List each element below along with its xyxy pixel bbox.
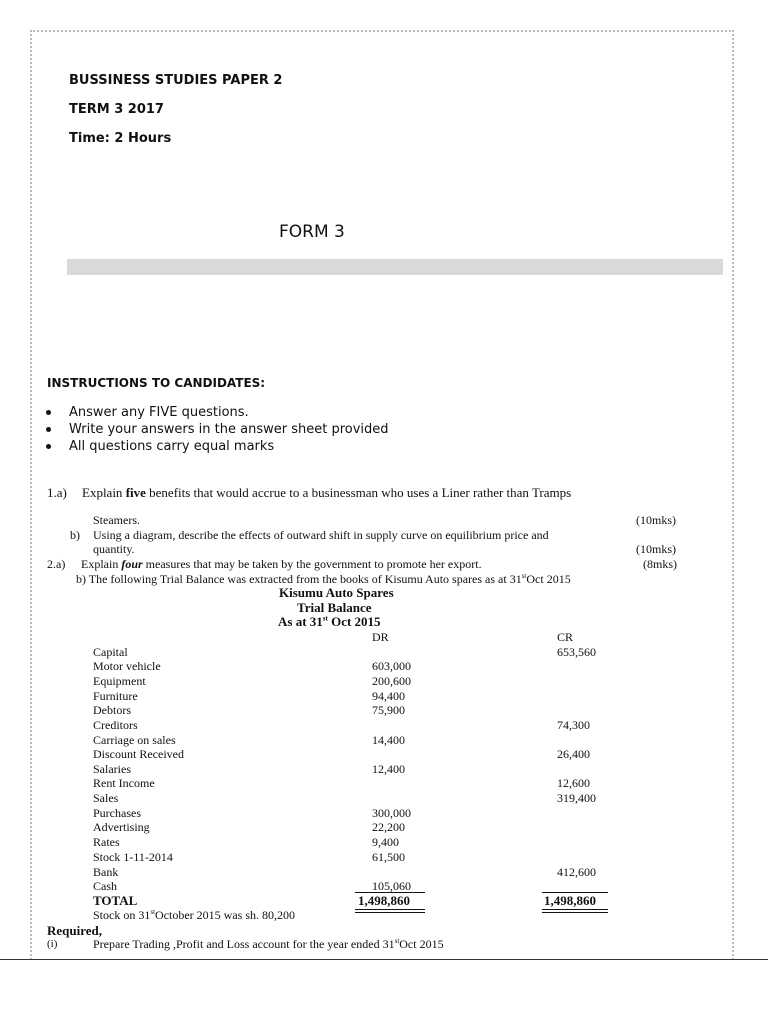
- tb-dr: 22,200: [372, 820, 405, 834]
- tb-account: Rent Income: [93, 776, 155, 790]
- q1a-marks: (10mks): [636, 513, 676, 527]
- q1b-number: b): [70, 528, 80, 542]
- required-number: (i): [47, 938, 58, 950]
- tb-cr: 412,600: [557, 865, 596, 879]
- tb-cr: 26,400: [557, 747, 590, 761]
- tb-account: Equipment: [93, 674, 146, 688]
- required-task: Prepare Trading ,Profit and Loss account for the year ended 31stOct 2015: [93, 937, 444, 951]
- tb-account: Advertising: [93, 820, 150, 834]
- tb-account: Capital: [93, 645, 128, 659]
- tb-dr: 300,000: [372, 806, 411, 820]
- q1a-text: Explain five benefits that would accrue to a businessman who uses a Liner rather than Tramps: [82, 485, 572, 500]
- q2a-number: 2.a): [47, 557, 66, 571]
- instruction-item: All questions carry equal marks: [69, 439, 275, 454]
- cr-header: CR: [557, 630, 574, 644]
- tb-account: Rates: [93, 835, 120, 849]
- total-dr: 1,498,860: [358, 893, 410, 908]
- tb-account: Motor vehicle: [93, 659, 161, 673]
- paper-title: BUSSINESS STUDIES PAPER 2: [69, 73, 283, 88]
- tb-cr: 653,560: [557, 645, 596, 659]
- instruction-item: Answer any FIVE questions.: [69, 405, 249, 420]
- tb-dr: 94,400: [372, 689, 405, 703]
- q1a-number: 1.a): [47, 485, 67, 500]
- tb-account: Purchases: [93, 806, 141, 820]
- tb-account: Carriage on sales: [93, 733, 176, 747]
- tb-account: Salaries: [93, 762, 131, 776]
- tb-account: Stock 1-11-2014: [93, 850, 173, 864]
- bullet-icon: [46, 427, 51, 432]
- tb-account: Furniture: [93, 689, 138, 703]
- dr-header: DR: [372, 630, 389, 644]
- instruction-item: Write your answers in the answer sheet provided: [69, 422, 389, 437]
- tb-cr: 319,400: [557, 791, 596, 805]
- tb-title: Trial Balance: [297, 600, 372, 615]
- tb-dr: 603,000: [372, 659, 411, 673]
- tb-dr: 200,600: [372, 674, 411, 688]
- tb-dr: 14,400: [372, 733, 405, 747]
- tb-dr: 75,900: [372, 703, 405, 717]
- company-name: Kisumu Auto Spares: [279, 585, 394, 600]
- q1b-continuation: quantity.: [93, 542, 135, 556]
- tb-account: Discount Received: [93, 747, 184, 761]
- time-label: Time: 2 Hours: [69, 131, 172, 146]
- instructions-heading: INSTRUCTIONS TO CANDIDATES:: [47, 376, 266, 390]
- title-bar: [67, 259, 723, 275]
- bottom-rule: [0, 959, 768, 960]
- term-label: TERM 3 2017: [69, 102, 164, 117]
- q2a-text: Explain four measures that may be taken by the government to promote her export.: [81, 557, 482, 571]
- tb-account: Sales: [93, 791, 119, 805]
- cr-total-double-rule: [542, 909, 608, 913]
- tb-dr: 9,400: [372, 835, 399, 849]
- tb-account: Bank: [93, 865, 119, 879]
- tb-account: Debtors: [93, 703, 131, 717]
- total-label: TOTAL: [93, 893, 138, 908]
- q1a-continuation: Steamers.: [93, 513, 140, 527]
- total-cr: 1,498,860: [544, 893, 596, 908]
- closing-stock-note: Stock on 31stOctober 2015 was sh. 80,200: [93, 908, 295, 922]
- bullet-icon: [46, 444, 51, 449]
- tb-cr: 74,300: [557, 718, 590, 732]
- tb-date: As at 31st Oct 2015: [278, 614, 381, 629]
- bullet-icon: [46, 410, 51, 415]
- q2a-marks: (8mks): [643, 557, 677, 571]
- tb-account: Cash: [93, 879, 117, 893]
- tb-dr: 105,060: [372, 879, 411, 893]
- tb-dr: 12,400: [372, 762, 405, 776]
- tb-cr: 12,600: [557, 776, 590, 790]
- dr-total-double-rule: [355, 909, 425, 913]
- q2b-text: b) The following Trial Balance was extracted from the books of Kisumu Auto spares as at 31stOct 2015: [76, 572, 571, 586]
- q1b-marks: (10mks): [636, 542, 676, 556]
- tb-dr: 61,500: [372, 850, 405, 864]
- required-label: Required,: [47, 923, 103, 938]
- form-title: FORM 3: [279, 222, 345, 242]
- tb-account: Creditors: [93, 718, 138, 732]
- q1b-text: Using a diagram, describe the effects of outward shift in supply curve on equilibrium price and: [93, 528, 549, 542]
